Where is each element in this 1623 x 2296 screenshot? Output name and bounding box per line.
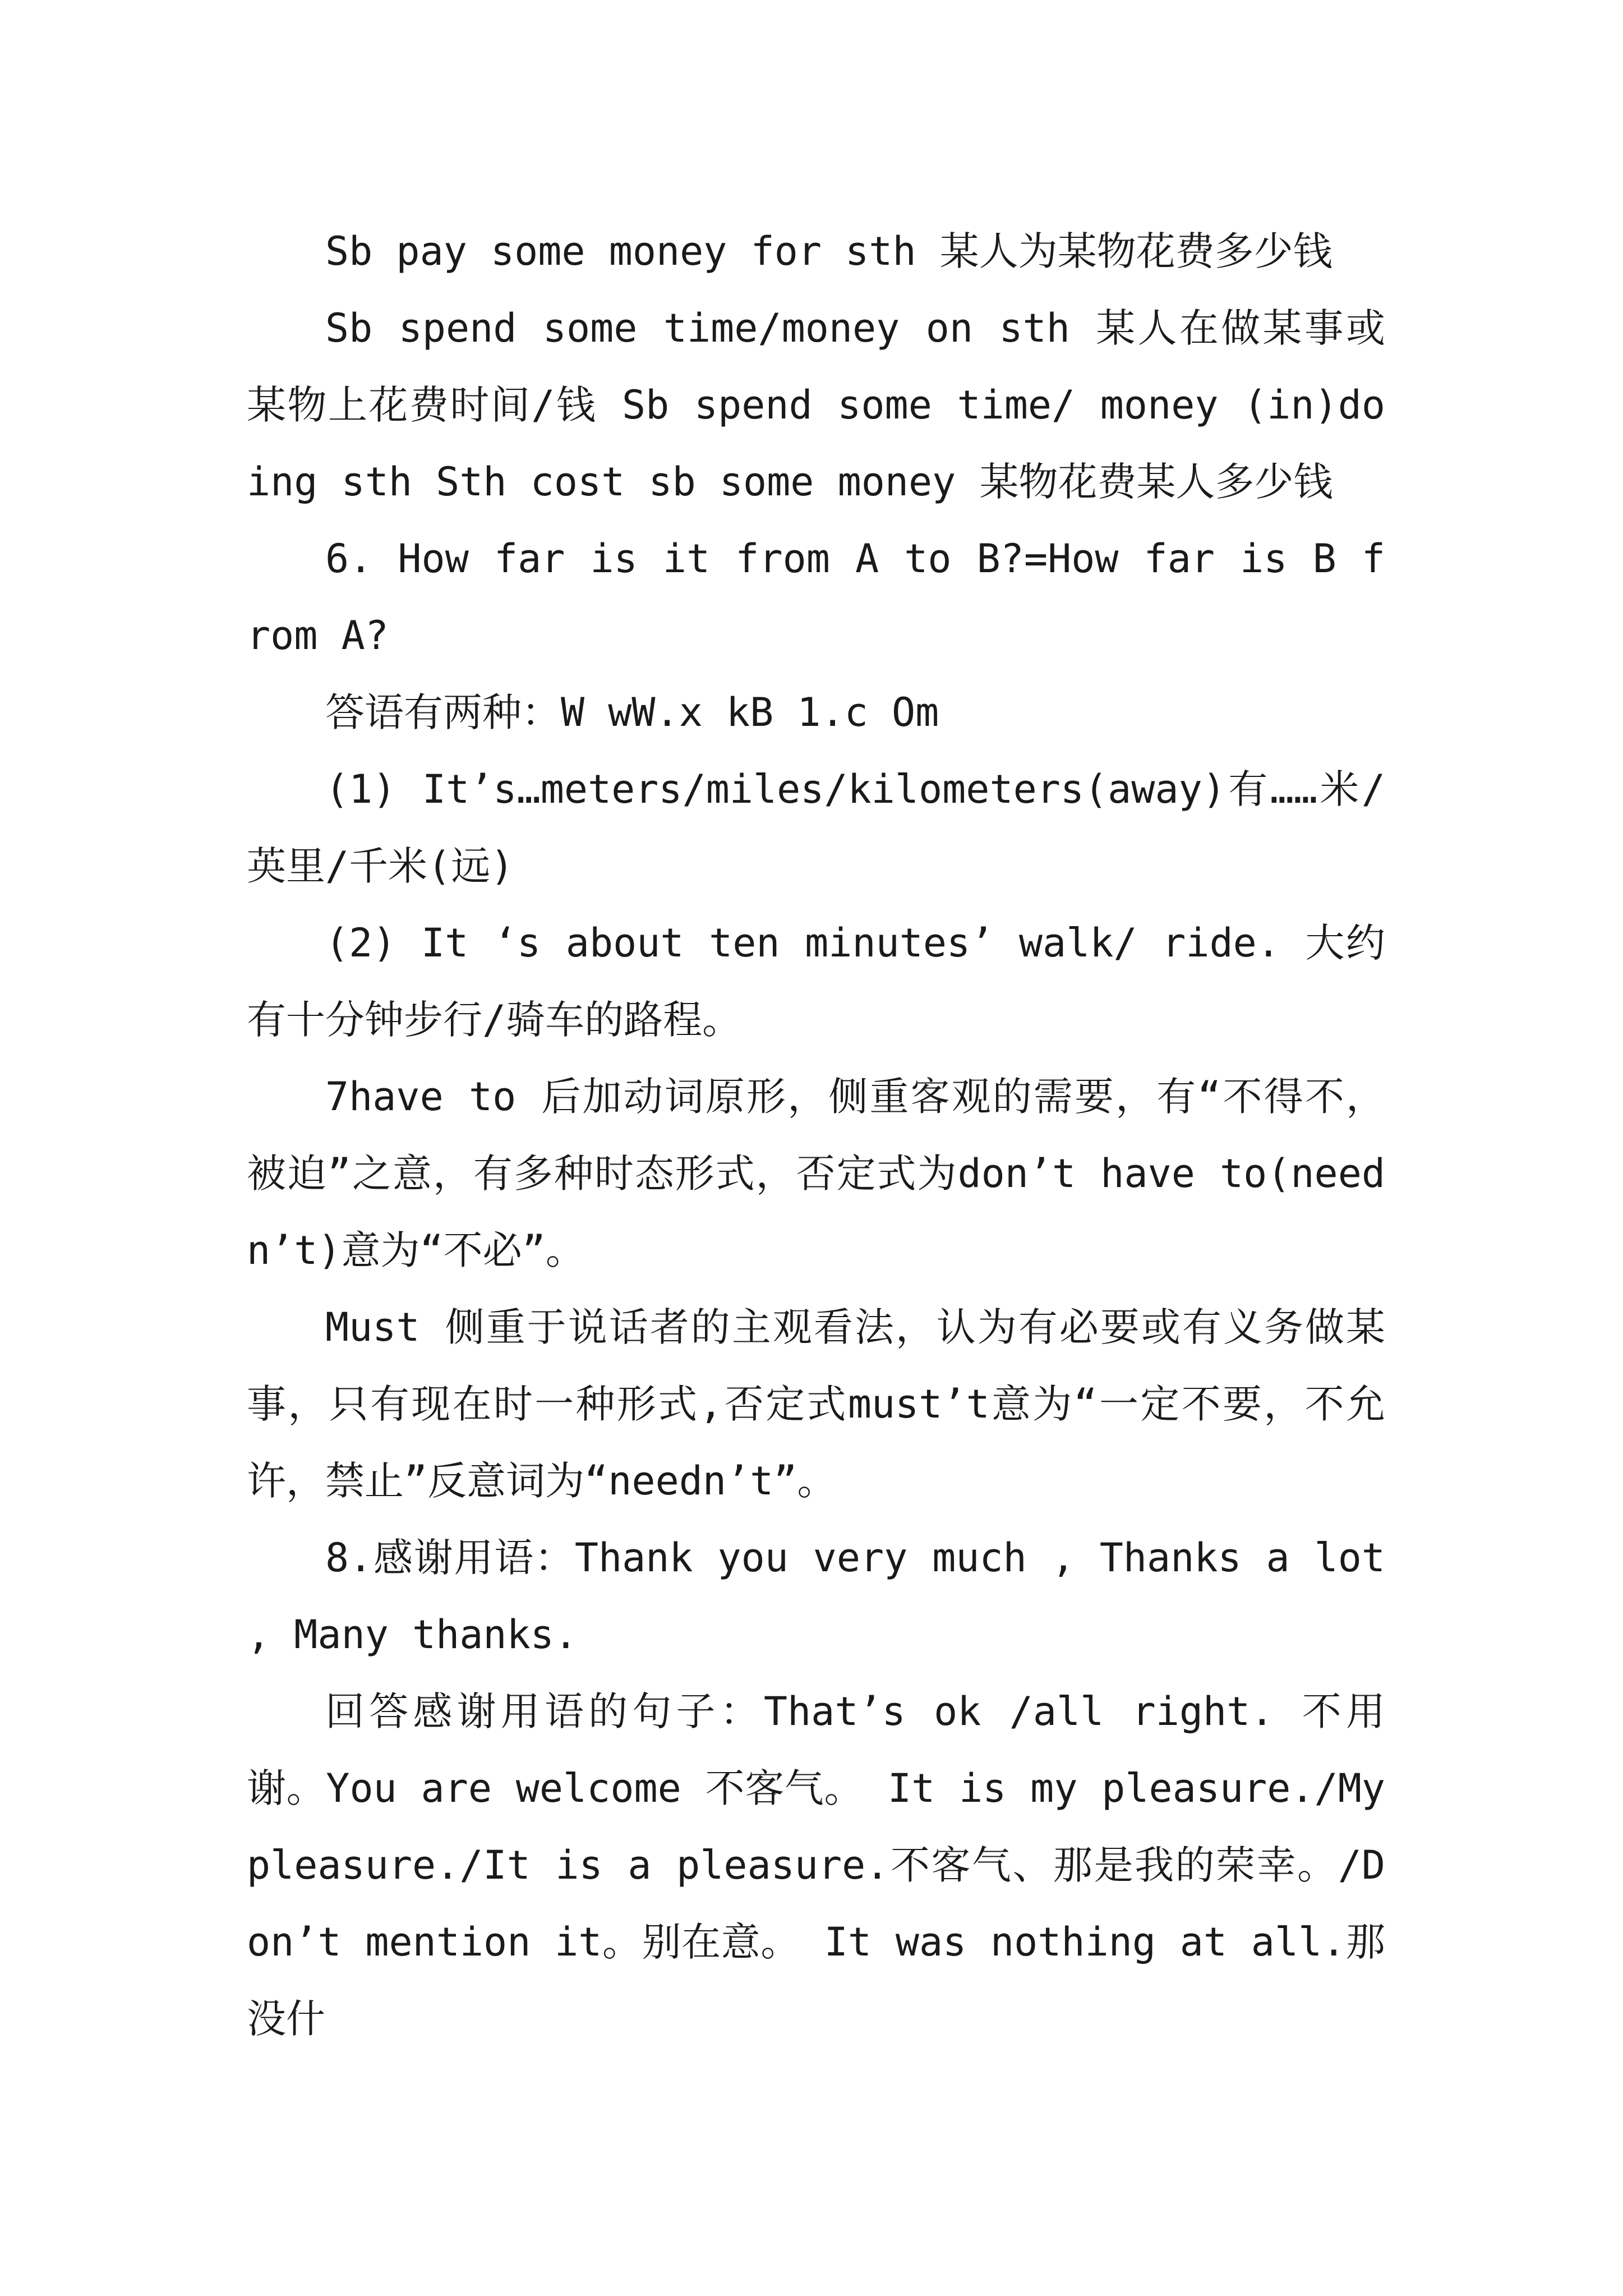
paragraph-thanks: 8.感谢用语：Thank you very much , Thanks a lot , Many thanks. [247, 1535, 1385, 1658]
paragraph-how-far: 6. How far is it from A to B?=How far is B from A? [247, 536, 1385, 659]
document-body [247, 213, 1385, 2058]
paragraph-pay-money: Sb pay some money for sth 某人为某物花费多少钱 [325, 228, 1332, 274]
paragraph-reply-thanks: 回答感谢用语的句子：That’s ok /all right. 不用谢。You are welcome 不客气。 It is my pleasure./My pleasure./It is a pleasure.不客气、那是我的荣幸。/Don’t mention it。别在意。 It was nothing at all.那没什 [247, 1688, 1385, 2042]
paragraph-answer-minutes: (2) It ‘s about ten minutes’ walk/ ride. 大约有十分钟步行/骑车的路程。 [247, 920, 1385, 1043]
paragraph-spend-cost: Sb spend some time/money on sth 某人在做某事或某物上花费时间/钱 Sb spend some time/ money (in)doing sth Sth cost sb some money 某物花费某人多少钱 [247, 305, 1385, 505]
paragraph-answer-types: 答语有两种：W wW.x kB 1.c Om [325, 689, 939, 735]
paragraph-must: Must 侧重于说话者的主观看法，认为有必要或有义务做某事，只有现在时一种形式,否定式must’t意为“一定不要，不允许，禁止”反意词为“needn’t”。 [247, 1304, 1385, 1504]
paragraph-answer-distance: (1) It’s…meters/miles/kilometers(away)有……米/英里/千米(远) [247, 766, 1385, 889]
paragraph-have-to: 7have to 后加动词原形，侧重客观的需要，有“不得不，被迫”之意，有多种时态形式，否定式为don’t have to(needn’t)意为“不必”。 [247, 1074, 1385, 1273]
